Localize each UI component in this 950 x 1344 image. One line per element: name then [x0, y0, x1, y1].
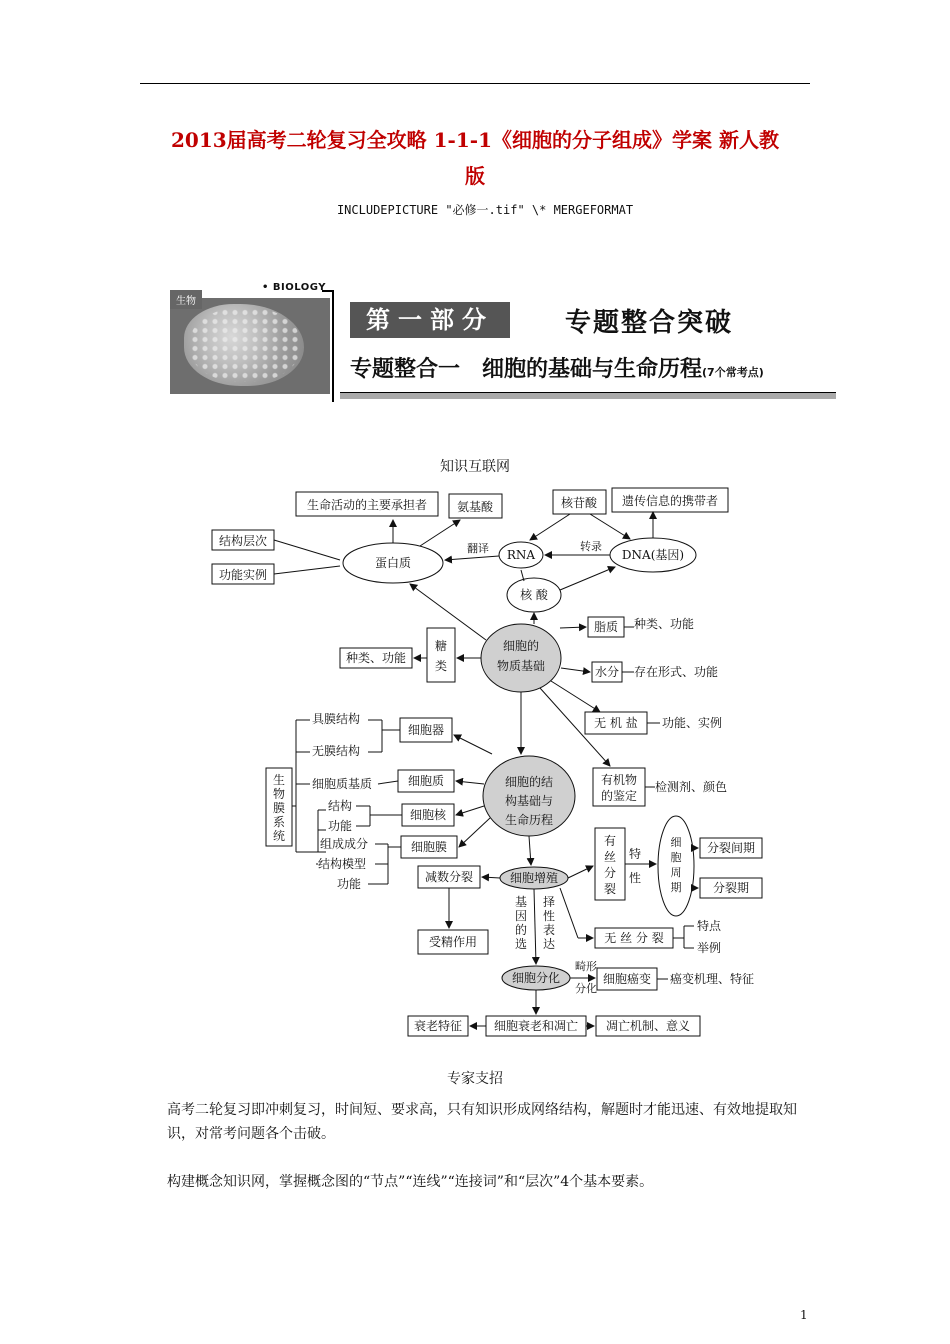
node-nucleic-acid: 核 酸 [520, 588, 548, 602]
node-rna: RNA [506, 548, 536, 562]
node-fertilization: 受精作用 [428, 935, 478, 949]
node-structure: 结构 [328, 799, 353, 813]
selective-a2: 因 [514, 909, 528, 923]
node-life-activity: 生命活动的主要承担者 [306, 498, 428, 512]
tips-paragraph-2: 构建概念知识网，掌握概念图的“节点”“连线”“连接词”和“层次”4个基本要素。 [167, 1174, 654, 1190]
node-struct-1: 细胞的结 [504, 775, 554, 789]
node-function-example: 功能实例 [218, 568, 268, 582]
node-org-identify-2: 的鉴定 [600, 789, 638, 803]
node-cancer: 细胞癌变 [602, 972, 652, 986]
node-water: 水分 [594, 665, 620, 679]
node-nucleotide: 核苷酸 [560, 496, 598, 510]
bio-membrane-1: 生 [272, 773, 286, 787]
node-sugar-1: 糖 [434, 639, 448, 653]
node-material-1: 细胞的 [502, 639, 540, 653]
identify-desc: 检测剂、颜色 [655, 780, 728, 794]
node-amitosis: 无 丝 分 裂 [604, 931, 664, 945]
diagram-heading: 知识互联网 [440, 459, 510, 475]
cancer-desc: 癌变机理、特征 [670, 972, 755, 986]
node-composition: 组成成分 [320, 837, 369, 851]
node-cytoplasm-matrix: 细胞质基质 [312, 777, 373, 791]
topic-label: 专题整合突破 [565, 308, 734, 338]
node-struct-model: 结构模型 [318, 857, 367, 871]
cycle-1: 细 [670, 836, 682, 849]
node-amino-acid: 氨基酸 [456, 500, 494, 514]
lipid-desc: 种类、功能 [634, 617, 695, 631]
doc-title-line2: 版 [465, 164, 485, 188]
salt-desc: 功能、实例 [662, 716, 723, 730]
node-struct-2: 构基础与 [504, 794, 554, 808]
label-transcribe: 转录 [580, 540, 602, 553]
node-protein: 蛋白质 [374, 556, 412, 570]
bio-membrane-5: 统 [272, 829, 286, 843]
sugar-desc: 种类、功能 [345, 651, 407, 665]
cycle-2: 胞 [670, 851, 682, 864]
node-aging-feature: 衰老特征 [413, 1019, 463, 1033]
label-abnormal-1: 畸形 [575, 960, 597, 973]
cycle-4: 期 [670, 881, 682, 894]
bio-membrane-3: 膜 [272, 801, 286, 815]
node-struct-3: 生命历程 [504, 813, 554, 827]
cycle-3: 周 [670, 866, 682, 879]
node-differentiation: 细胞分化 [511, 971, 561, 985]
tips-paragraph-1: 高考二轮复习即冲刺复习，时间短、要求高，只有知识形成网络结构，解题时才能迅速、有效地提取知识，对常考问题各个击破。 [167, 1102, 797, 1142]
biology-label: • BIOLOGY [262, 282, 326, 293]
subject-tag: 生物 [170, 290, 202, 309]
node-sugar-2: 类 [434, 659, 448, 673]
node-lipid: 脂质 [593, 620, 619, 634]
node-membrane: 细胞膜 [410, 840, 448, 854]
node-function: 功能 [328, 819, 353, 833]
selective-b1: 择 [542, 895, 556, 909]
selective-b3: 表 [542, 923, 556, 937]
selective-b2: 性 [542, 909, 556, 923]
page-number: 1 [800, 1308, 808, 1322]
node-division-phase: 分裂期 [712, 881, 750, 895]
node-cytoplasm: 细胞质 [407, 774, 445, 788]
node-nucleus: 细胞核 [409, 808, 447, 822]
node-organelle: 细胞器 [407, 723, 445, 737]
node-inorganic-salt: 无 机 盐 [594, 716, 638, 730]
amitosis-example: 举例 [697, 941, 722, 955]
selective-a4: 选 [514, 937, 528, 951]
subtitle: 专题整合一 细胞的基础与生命历程(7个常考点) [350, 357, 764, 382]
node-proliferation: 细胞增殖 [509, 871, 559, 885]
feature-1: 特 [628, 847, 642, 861]
selective-a1: 基 [514, 895, 528, 909]
node-function2: 功能 [337, 877, 362, 891]
node-org-identify-1: 有机物 [600, 773, 638, 787]
node-interphase: 分裂间期 [706, 841, 756, 855]
field-code: INCLUDEPICTURE "必修一.tif" \* MERGEFORMAT [336, 203, 634, 217]
selective-b4: 达 [542, 937, 556, 951]
label-translate: 翻译 [467, 542, 489, 555]
doc-title-line1: 2013届高考二轮复习全攻略 1-1-1《细胞的分子组成》学案 新人教 [171, 128, 779, 152]
bio-membrane-4: 系 [272, 815, 286, 829]
mitosis-3: 分 [603, 866, 617, 880]
mitosis-2: 丝 [603, 850, 617, 864]
apoptosis-desc: 凋亡机制、意义 [605, 1019, 691, 1033]
water-desc: 存在形式、功能 [634, 665, 719, 679]
node-material-2: 物质基础 [496, 659, 546, 673]
node-aging: 细胞衰老和凋亡 [493, 1019, 579, 1033]
selective-a3: 的 [514, 923, 528, 937]
tips-heading: 专家支招 [447, 1071, 503, 1087]
label-abnormal-2: 分化 [575, 982, 597, 995]
feature-2: 性 [628, 871, 642, 885]
node-no-membrane: 无膜结构 [312, 744, 361, 758]
part-label: 第一部分 [350, 302, 510, 338]
amitosis-feature: 特点 [697, 919, 722, 933]
bio-membrane-2: 物 [272, 787, 286, 801]
mitosis-4: 裂 [603, 882, 617, 896]
node-dna: DNA(基因) [621, 548, 685, 562]
node-genetic-carrier: 遗传信息的携带者 [621, 494, 719, 508]
mitosis-1: 有 [603, 834, 617, 848]
node-structure-level: 结构层次 [218, 534, 268, 548]
node-membrane-struct: 具膜结构 [312, 712, 361, 726]
node-meiosis: 减数分裂 [424, 870, 474, 884]
